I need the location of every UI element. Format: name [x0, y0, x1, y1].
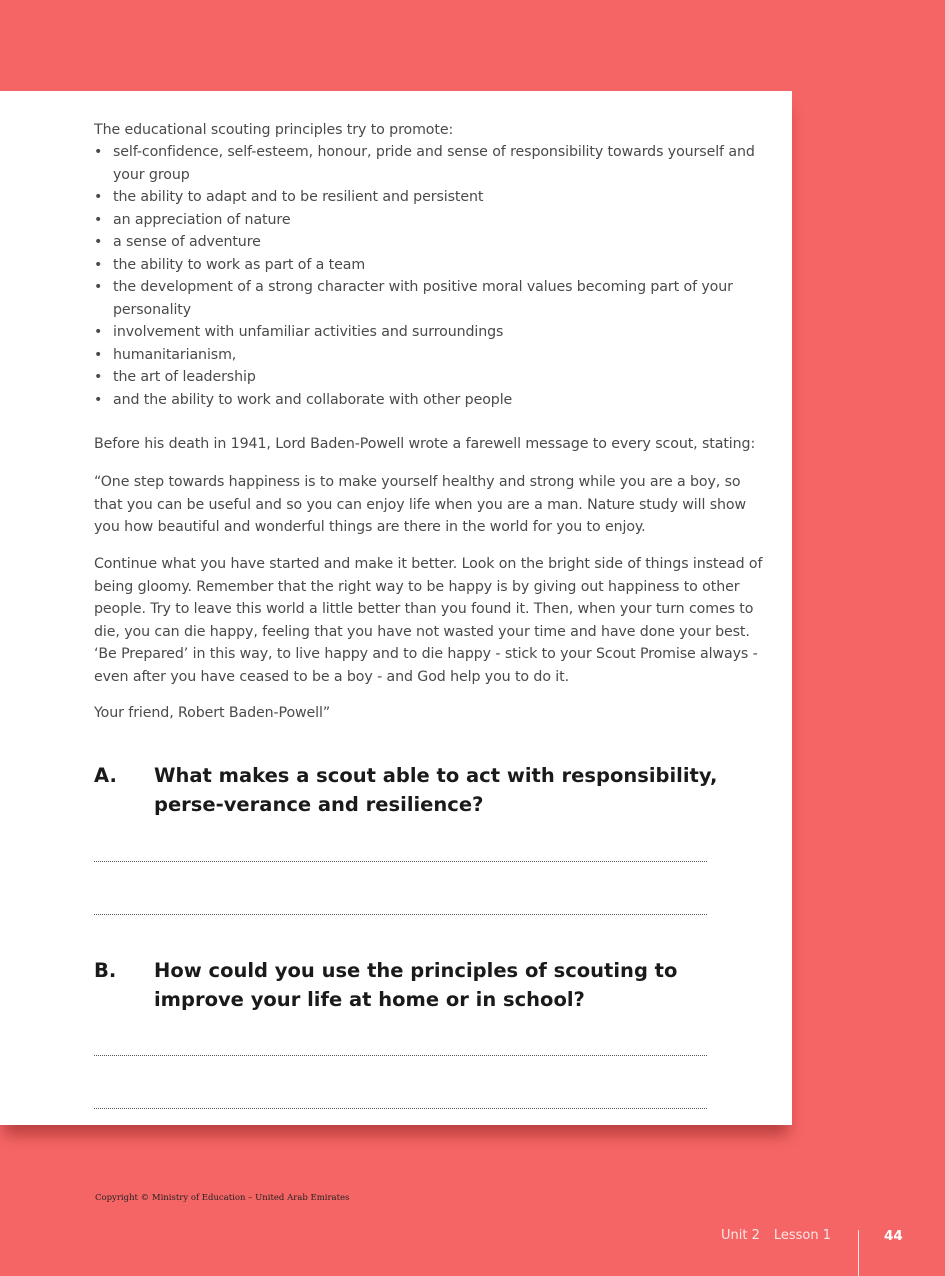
- list-item: • self-confidence, self-esteem, honour, pride and sense of responsibility towards yourself and your group: [94, 141, 766, 186]
- answer-line[interactable]: [94, 1108, 707, 1109]
- question-letter: A.: [94, 764, 117, 787]
- question-a: [94, 762, 766, 822]
- footer-lesson: Lesson 1: [773, 1228, 832, 1243]
- page-sheet: [0, 91, 792, 1125]
- list-item: • involvement with unfamiliar activities and surroundings: [94, 321, 766, 344]
- answer-line[interactable]: [94, 861, 707, 862]
- list-item: • humanitarianism,: [94, 344, 766, 367]
- question-text: What makes a scout able to act with responsibility, perse-verance and resilience?: [154, 764, 718, 816]
- question-b: [94, 957, 766, 1017]
- quote-paragraph-2: Continue what you have started and make it better. Look on the bright side of things instead of being gloomy. Remember that the right way to be happy is by giving out happiness to other people. Try to leave this world a little better than you found it. Then, when your turn comes to die, you can die happy, feeling that you have not wasted your time and have done your best. ‘Be Prepared’ in this way, to live happy and to die happy - stick to your Scout Promise always - even after you have ceased to be a boy - and God help you to do it.: [94, 556, 763, 685]
- list-item: • and the ability to work and collaborate with other people: [94, 389, 766, 412]
- list-item: • an appreciation of nature: [94, 209, 766, 232]
- death-paragraph: Before his death in 1941, Lord Baden-Powell wrote a farewell message to every scout, stating:: [94, 436, 756, 452]
- footer-unit-lesson: [721, 1228, 845, 1243]
- list-item: • the ability to adapt and to be resilient and persistent: [94, 186, 766, 209]
- principles-list: [94, 141, 766, 411]
- intro-text: The educational scouting principles try to promote:: [94, 122, 454, 138]
- quote-signature: Your friend, Robert Baden-Powell”: [94, 705, 331, 721]
- page-number: 44: [884, 1228, 903, 1244]
- list-item: • a sense of adventure: [94, 231, 766, 254]
- quote-paragraph-1: “One step towards happiness is to make yourself healthy and strong while you are a boy, so that you can be useful and so you can enjoy life when you are a man. Nature study will show you how beautiful and wonderful things are there in the world for you to enjoy.: [94, 474, 746, 535]
- copyright-notice: Copyright © Ministry of Education – United Arab Emirates: [95, 1193, 350, 1203]
- list-item: • the art of leadership: [94, 366, 766, 389]
- list-item: • the ability to work as part of a team: [94, 254, 766, 277]
- list-item: • the development of a strong character with positive moral values becoming part of your personality: [94, 276, 766, 321]
- footer-unit: Unit 2: [721, 1228, 760, 1243]
- question-letter: B.: [94, 959, 117, 982]
- answer-line[interactable]: [94, 914, 707, 915]
- answer-line[interactable]: [94, 1055, 707, 1056]
- footer-divider: [858, 1230, 859, 1276]
- question-text: How could you use the principles of scouting to improve your life at home or in school?: [154, 959, 678, 1011]
